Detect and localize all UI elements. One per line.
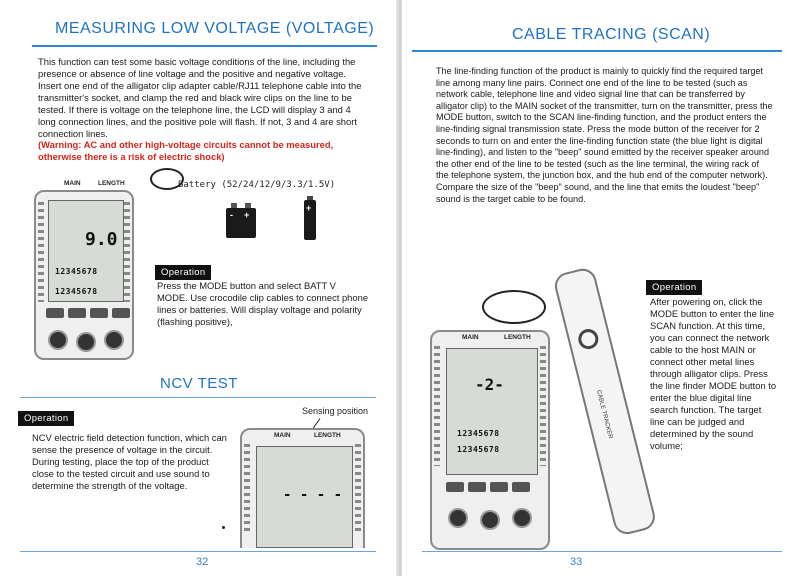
left-footer-line: [20, 551, 376, 552]
cable-title-underline: [412, 50, 782, 52]
side-grip-left: [38, 202, 44, 302]
right-page: [402, 0, 800, 576]
operation-label-ncv: Operation: [18, 411, 74, 426]
probe-speaker-icon: [576, 327, 600, 351]
probe-cable-illustration: [482, 290, 546, 324]
side-grip-right-2: [355, 444, 361, 534]
page-number-right: 33: [570, 556, 583, 568]
side-grip-right-3: [540, 346, 546, 466]
lcd-pin-row-1: 12345678: [55, 267, 98, 276]
device-buttons-3: [446, 482, 530, 492]
tester-device-illustration: [34, 180, 134, 360]
cable-tracker-probe-illustration: [552, 266, 658, 537]
operation-text-scan: After powering on, click the MODE button to enter the line SCAN function. At this time, you can connect the network cable to the host MAIN or connect other metal lines through alligator clips. Press the line finder MODE button to enter the blue digital line search function. The target line can be judged and determined by the sound volume;: [650, 296, 777, 451]
lcd-ncv-value: - - - -: [283, 487, 343, 503]
sensing-position-label: Sensing position: [302, 406, 369, 416]
main-port-label-3: MAIN: [462, 334, 479, 341]
device-port-center-3: [480, 510, 500, 530]
main-port-label-2: MAIN: [274, 432, 291, 439]
length-port-label-2: LENGTH: [314, 432, 341, 439]
main-port-label: MAIN: [64, 180, 81, 187]
device-port-right-3: [512, 508, 532, 528]
battery-caption: Battery (52/24/12/9/3.3/1.5V): [178, 180, 336, 190]
lcd-pin-row-2: 12345678: [55, 287, 98, 296]
lcd-voltage-value: 9.0: [85, 229, 118, 250]
transmitter-device-illustration: [430, 330, 550, 550]
lcd-pin-row-4: 12345678: [457, 445, 500, 454]
ncv-description: NCV electric field detection function, which can sense the presence of voltage in the circuit. During testing, place the top of the product close to the tested circuit and use sound to determine the strength of the voltage.: [32, 432, 227, 491]
device-port-right: [104, 330, 124, 350]
left-page: [0, 0, 398, 576]
page-number-left: 32: [196, 556, 209, 568]
tester-device-ncv-illustration: [240, 428, 365, 548]
lcd-scan-value: -2-: [475, 375, 504, 394]
page-mark: [222, 526, 225, 529]
cable-tracing-title: CABLE TRACING (SCAN): [512, 26, 711, 43]
device-port-center: [76, 332, 96, 352]
device-buttons: [46, 308, 130, 318]
device-port-left-3: [448, 508, 468, 528]
length-port-label: LENGTH: [98, 180, 125, 187]
lcd-pin-row-3: 12345678: [457, 429, 500, 438]
voltage-warning: (Warning: AC and other high-voltage circuits cannot be measured, otherwise there is a risk of electric shock): [38, 139, 334, 162]
side-grip-left-2: [244, 444, 250, 534]
ncv-title-underline: [20, 397, 376, 398]
lcd-screen-2: [256, 446, 353, 548]
voltage-title: MEASURING LOW VOLTAGE (VOLTAGE): [55, 20, 375, 37]
right-footer-line: [422, 551, 782, 552]
length-port-label-3: LENGTH: [504, 334, 531, 341]
battery-9v-icon: - +: [226, 208, 256, 238]
voltage-description: This function can test some basic voltage conditions of the line, including the presence or absence of line voltage and the positive and negative voltage. Insert one end of the alligator clip adapter cable/RJ11 telephone cable into the transmitter's socket, and clamp the red and black wire clips on the line to be tested. If there is voltage on the telephone line, the LCD will display 3 and 4 long connection lines, and the positive pole will flash. If not, 3 and 4 are short connection lines.: [38, 56, 362, 139]
battery-aa-icon: +: [304, 200, 316, 240]
operation-label-scan: Operation: [646, 280, 702, 295]
cable-tracing-description: The line-finding function of the product is mainly to quickly find the required target line among many line pairs. Connect one end of the line to be tested (such as network cable, telephone line and video signal line that can be transferred by alligator clip) to the MAIN socket of the transmitter, turn on the transmitter, press the MODE button, switch to the SCAN line-finding function, and the product enters the line-finding signal transmission state. Press the mode button of the receiver for 2 seconds to turn on and enter the line-finding function state (the blue light is digital line-finding), and listen to the "beep" sound emitted by the receiver speaker around the other end of the line to be tested (such as the line terminal, the wiring rack of the telephone system, the junction box, and the hub end of the computer network). Compare the size of the "beep" sound, and the line that emits the loudest "beep" sound is the target cable to be found.: [436, 66, 773, 204]
operation-text-voltage: Press the MODE button and select BATT V MODE. Use crocodile clip cables to connect phone lines or batteries. Will display voltage and polarity (flashing positive),: [157, 280, 369, 327]
side-grip-left-3: [434, 346, 440, 466]
lcd-screen-3: [446, 348, 538, 475]
side-grip-right: [124, 202, 130, 302]
operation-label-voltage: Operation: [155, 265, 211, 280]
ncv-title: NCV TEST: [160, 375, 238, 392]
voltage-title-underline: [32, 45, 377, 47]
device-port-left: [48, 330, 68, 350]
lcd-screen: [48, 200, 124, 302]
probe-label: CABLE TRACKER: [595, 389, 613, 440]
